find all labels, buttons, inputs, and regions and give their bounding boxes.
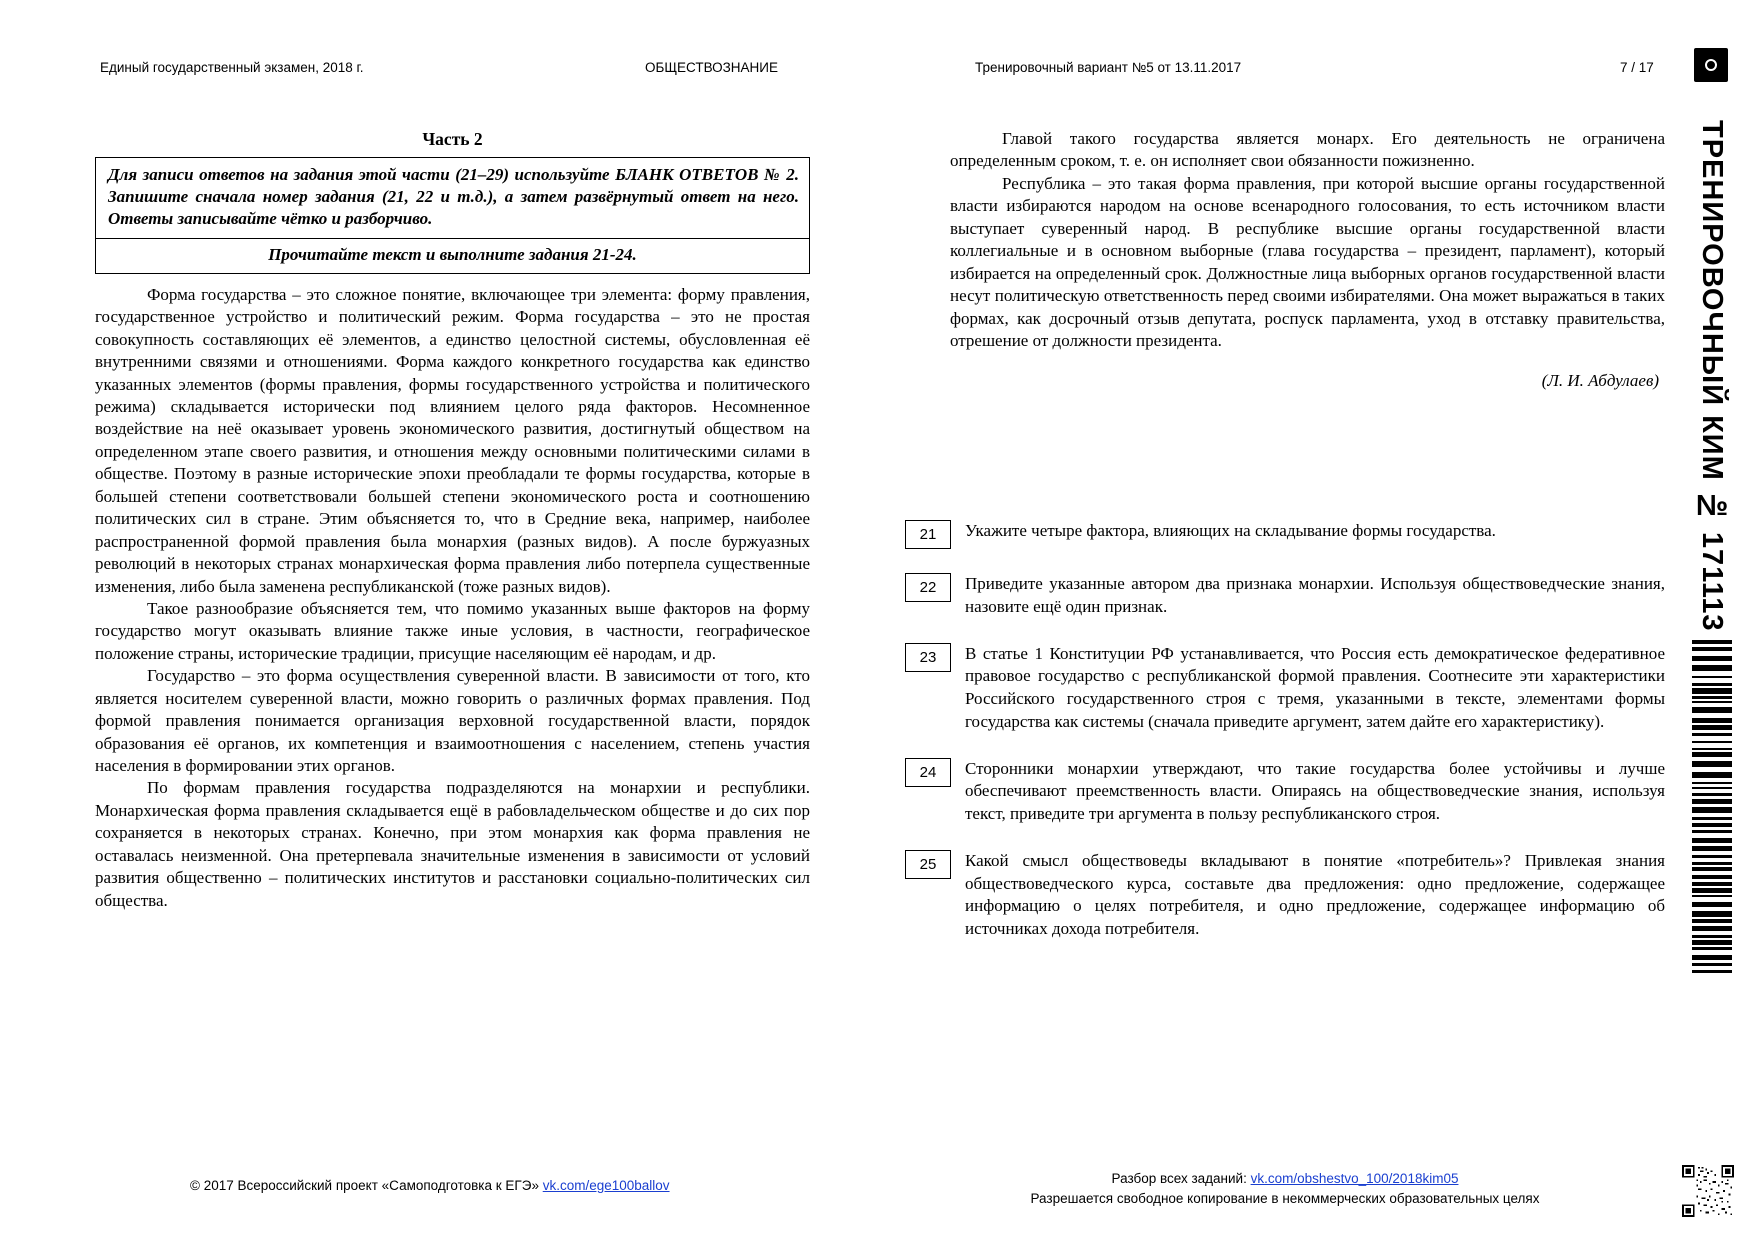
task-item xyxy=(905,573,1665,619)
header-exam-name: Единый государственный экзамен, 2018 г. xyxy=(100,60,364,75)
footer-left xyxy=(190,1178,670,1193)
qr-code-svg xyxy=(1682,1165,1734,1217)
author-signature: (Л. И. Абдулаев) xyxy=(1541,371,1659,391)
task-number: 22 xyxy=(905,573,951,602)
task-number: 24 xyxy=(905,758,951,787)
qr-code xyxy=(1682,1165,1734,1217)
task-item xyxy=(905,643,1665,734)
vertical-kim-title: ТРЕНИРОВОЧНЫЙ КИМ № 171113 xyxy=(1696,120,1728,632)
page-header xyxy=(100,60,1660,82)
text-paragraph: Республика – это такая форма правления, при которой высшие органы государственной власти избираются народом на основе всенародного голосования, то есть источником власти выступает суверенный народ. В республике высшие органы государственной власти коллегиальные и в основном выборные (глава государства – президент, парламент), который избирается на определенный срок. Должностные лица выборных органов государственной власти несут политическую ответственность перед своими избирателями. Она может выражаться в таких формах, как досрочный отзыв депутата, роспуск парламента, уход в отставку правительства, отрешение от должности президента. xyxy=(950,173,1665,350)
footer-right-link[interactable]: vk.com/obshestvo_100/2018kim05 xyxy=(1250,1170,1459,1186)
task-text: Сторонники монархии утверждают, что такие государства более устойчивы и лучше обеспечивают преемственность власти. Опираясь на обществоведческие знания, используя текст, приведите три аргумента в пользу республиканского строя. xyxy=(965,758,1665,824)
task-text: Приведите указанные автором два признака монархии. Используя обществоведческие знания, назовите ещё один признак. xyxy=(965,574,1665,616)
footer-copyright: © 2017 Всероссийский проект «Самоподготовка к ЕГЭ» xyxy=(190,1178,543,1193)
task-number: 25 xyxy=(905,850,951,879)
task-item xyxy=(905,520,1665,549)
task-text: В статье 1 Конституции РФ устанавливается, что Россия есть демократическое федеративное правовое государство с республиканской формой правления. Соотнесите эти характеристики Российского государственного строя с тремя, указанными в тексте, элементами формы государства как системы (сначала приведите аргумент, затем дайте его характеристику). xyxy=(965,643,1665,731)
task-text: Укажите четыре фактора, влияющих на складывание формы государства. xyxy=(965,521,1496,540)
tasks-list xyxy=(905,520,1665,965)
circle-mark-icon xyxy=(1694,48,1728,82)
task-item xyxy=(905,758,1665,826)
footer-license-line: Разрешается свободное копирование в некоммерческих образовательных целях xyxy=(1030,1190,1540,1206)
header-page-number: 7 / 17 xyxy=(1620,60,1654,75)
task-item xyxy=(905,850,1665,941)
footer-solutions-label: Разбор всех заданий: xyxy=(1111,1170,1251,1186)
left-text-column xyxy=(95,128,810,912)
footer-solutions-line xyxy=(905,1169,1665,1189)
right-text-column xyxy=(950,128,1665,393)
barcode xyxy=(1692,640,1732,975)
header-variant: Тренировочный вариант №5 от 13.11.2017 xyxy=(975,60,1242,75)
footer-left-link[interactable]: vk.com/ege100ballov xyxy=(542,1178,670,1193)
text-paragraph: По формам правления государства подразделяются на монархии и республики. Монархическая форма правления складывается ещё в рабовладельческом обществе и до сих пор сохраняется в некоторых странах. Конечно, при этом монархия как форма правления не оставалась неизменной. Она претерпевала значительные изменения в зависимости от условий развития общественно – политических институтов и расстановки социально-политических сил общества. xyxy=(95,778,810,910)
text-paragraph: Такое разнообразие объясняется тем, что помимо указанных выше факторов на форму государство могут оказывать влияние также иные условия, в частности, географическое положение страны, исторические традиции, присущие населяющим её народам, и др. xyxy=(95,598,810,663)
header-subject: ОБЩЕСТВОЗНАНИЕ xyxy=(645,60,778,75)
read-task-box: Прочитайте текст и выполните задания 21-24. xyxy=(95,239,810,273)
part-title: Часть 2 xyxy=(422,129,483,149)
footer-right xyxy=(905,1169,1665,1210)
text-paragraph: Форма государства – это сложное понятие, включающее три элемента: форму правления, государственное устройство и политический режим. Форма государства – это не простая совокупность составляющих её элементов, а единство целостной системы, обусловленная её внутренними связями и отношениями. Форма каждого конкретного государства как единство указанных элементов (формы правления, формы государственного устройства и политического режима) складывается исторически под влиянием целого ряда факторов. Несомненное воздействие на неё оказывает уровень экономического развития, достигнутый обществом на определенном этапе своего развития, и отношения между основными политическими силами в обществе. Поэтому в разные исторические эпохи преобладали те формы государства, которые в большей степени соответствовали большей степени экономического роста и соотношению политических сил в стране. Этим объясняется то, что в Средние века, например, наиболее распространенной формой правления была монархия (разных видов). А после буржуазных революций в некоторых странах монархическая форма правления либо потерпела существенные изменения, либо была заменена республиканской (тоже разных видов). xyxy=(95,284,810,596)
instruction-box: Для записи ответов на задания этой части (21–29) используйте БЛАНК ОТВЕТОВ № 2. Запишите сначала номер задания (21, 22 и т.д.), а затем развёрнутый ответ на него. Ответы записывайте чётко и разборчиво. xyxy=(95,157,810,239)
task-number: 23 xyxy=(905,643,951,672)
text-paragraph: Главой такого государства является монарх. Его деятельность не ограничена определенным сроком, т. е. он исполняет свои обязанности пожизненно. xyxy=(950,129,1665,171)
task-text: Какой смысл обществоведы вкладывают в понятие «потребитель»? Привлекая знания обществоведческого курса, составьте два предложения: одно предложение, содержащее информацию о целях потребителя, и одно предложение, содержащее информацию об источниках дохода потребителя. xyxy=(965,850,1665,939)
text-paragraph: Государство – это форма осуществления суверенной власти. В зависимости от того, кто является носителем суверенной власти, можно говорить о различных формах правления. Под формой правления понимается организация верховной государственной власти, порядок образования её органов, их компетенция и взаимоотношения с населением, степень участия населения в формировании этих органов. xyxy=(95,666,810,775)
task-number: 21 xyxy=(905,520,951,549)
